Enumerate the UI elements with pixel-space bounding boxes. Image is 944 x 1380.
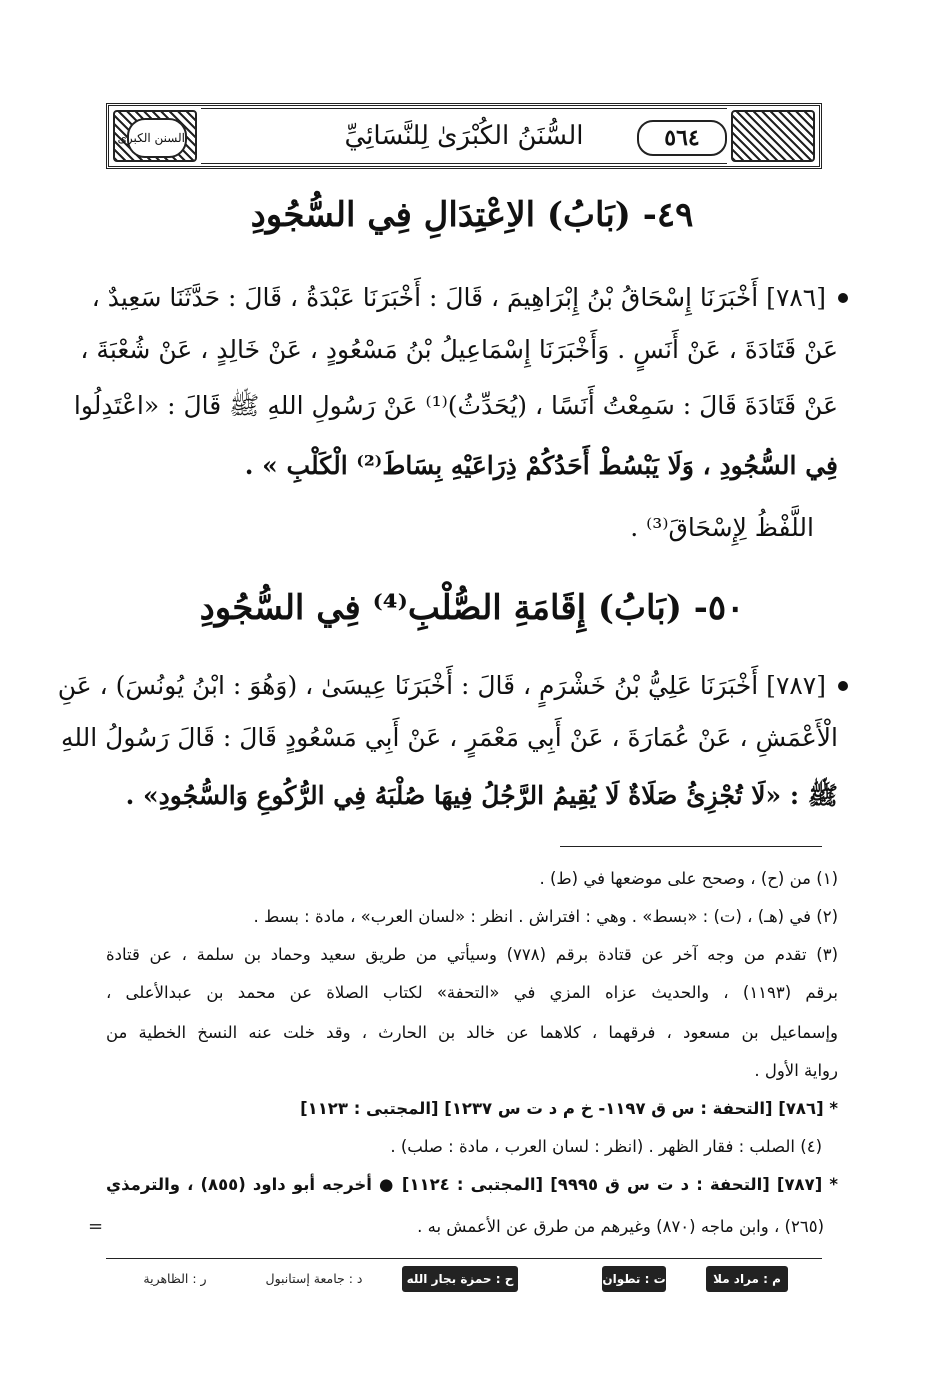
header-ornament-seal [113,110,197,162]
footnote: برقم (١١٩٣) ، والحديث عزاه المزي في «التحفة» لكتاب الصلاة عن محمد بن عبدالأعلى ، [106,983,839,1002]
footnote: وإسماعيل بن مسعود ، فرقهما ، كلاهما عن خالد بن الحارث ، وقد خلت عنه النسخ الخطية من [106,1023,838,1042]
footnote: (١) من (ح) ، وصحح على موضعها في (ط) . [539,869,838,888]
footnote: (٢٦٥) ، وابن ماجه (٨٧٠) وغيرهم من طرق عن الأعمش به . [417,1217,824,1236]
hadith-line: الْأَعْمَشِ ، عَنْ عُمَارَةَ ، عَنْ أَبِي مَعْمَرٍ ، عَنْ أَبِي مَسْعُودٍ قَالَ : قَالَ رَسُولُ اللهِ [60,723,838,752]
page-header [106,103,822,169]
book-title: السُّنَنُ الكُبْرَىٰ لِلنَّسَائِيِّ [344,121,584,151]
footnote-tuhfa: * [٧٨٧] [التحفة : د ت س ق ٩٩٩٥] [المجتبى : ١١٢٤] ● أخرجه أبو داود (٨٥٥) ، والترمذي [106,1175,838,1194]
siglum-label: د : جامعة إستانبول [265,1271,363,1286]
footer-rule [106,1258,822,1259]
hadith-line: عَنْ قَتَادَةَ قَالَ : سَمِعْتُ أَنَسًا ، (يُحَدِّثُ)⁽¹⁾ عَنْ رَسُولِ اللهِ ﷺ قَالَ : «اعْتَدِلُوا [73,391,838,420]
siglum-badge: ح : حمزة بجار الله [402,1266,518,1292]
hadith-line: فِي السُّجُودِ ، وَلَا يَبْسُطْ أَحَدُكُمْ ذِرَاعَيْهِ بِسَاطَ⁽²⁾ الْكَلْبِ » . [244,451,838,480]
footnote: (٤) الصلب : فقار الظهر . (انظر : لسان العرب ، مادة : صلب) . [390,1137,822,1156]
header-seal-text: السنن الكبرى [127,118,187,158]
hadith-line: عَنْ قَتَادَةَ ، عَنْ أَنَسٍ . وَأَخْبَرَنَا إِسْمَاعِيلُ بْنُ مَسْعُودٍ ، عَنْ خَالِدٍ ، عَنْ شُعْبَةَ ، [80,335,838,364]
bullet-icon [838,293,848,303]
hadith-line: ﷺ : «لَا تُجْزِئُ صَلَاةٌ لَا يُقِيمُ الرَّجُلُ فِيهَا صُلْبَهُ فِي الرُّكُوعِ وَالسُّجُودِ» . [125,781,838,810]
siglum-badge: م : مراد ملا [706,1266,788,1292]
footnote: (٣) تقدم من وجه آخر عن قتادة برقم (٧٧٨) وسيأتي من طريق سعيد وحماد بن سلمة ، عن قتادة [106,945,838,964]
footnote: (٢) في (هـ) ، (ت) : «بسط» . وهي : افتراش . انظر : «لسان العرب» ، مادة : بسط . [253,907,838,926]
chapter-heading: ٤٩- (بَابُ) الاِعْتِدَالِ فِي السُّجُودِ [250,195,694,235]
siglum-label: ر : الظاهرية [143,1271,207,1286]
continuation-mark: = [88,1216,104,1237]
hadith-line: [٧٨٧] أَخْبَرَنَا عَلِيُّ بْنُ خَشْرَمٍ ، قَالَ : أَخْبَرَنَا عِيسَىٰ ، (وَهُوَ : ابْنُ يُونُسَ) ، عَنِ [57,671,826,700]
siglum-badge: ت : تطوان [602,1266,666,1292]
header-ornament [731,110,815,162]
hadith-note-line: اللَّفْظُ لِإِسْحَاقَ⁽³⁾ . [630,513,814,542]
hadith-line: [٧٨٦] أَخْبَرَنَا إِسْحَاقُ بْنُ إِبْرَاهِيمَ ، قَالَ : أَخْبَرَنَا عَبْدَةُ ، قَالَ : حَدَّثَنَا سَعِيدٌ ، [91,283,826,312]
bullet-icon [838,681,848,691]
header-rule [201,163,727,164]
page-number: ٥٦٤ [637,120,727,156]
footnote: رواية الأول . [754,1061,838,1080]
header-rule [201,108,727,109]
footnote-rule [560,846,822,847]
chapter-heading: ٥٠- (بَابُ) إِقَامَةِ الصُّلْبِ⁽⁴⁾ فِي السُّجُودِ [199,588,745,628]
footnote-tuhfa: * [٧٨٦] [التحفة : س ق ١١٩٧- خ م د ت س ١٢٣٧] [المجتبى : ١١٢٣] [300,1099,838,1118]
